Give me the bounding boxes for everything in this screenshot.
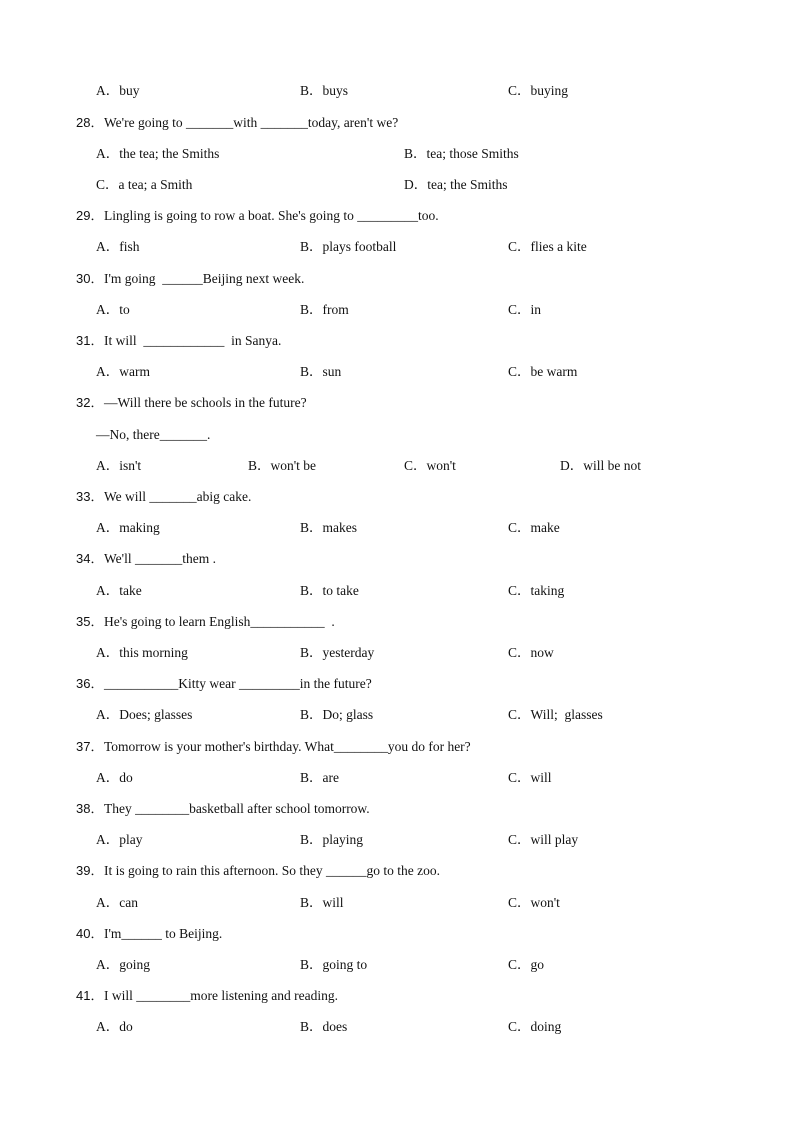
- q36-stem: ___________Kitty wear _________in the future?: [104, 676, 372, 691]
- q30-number: 30．: [76, 271, 104, 286]
- q41-option-a: A．do: [96, 1019, 133, 1034]
- q30-option-a: A．to: [96, 302, 130, 317]
- q35-option-c: C．now: [508, 645, 554, 660]
- q40-option-a: A．going: [96, 957, 150, 972]
- q35-stem: He's going to learn English___________ .: [104, 614, 335, 629]
- q29-stem: Lingling is going to row a boat. She's going to _________too.: [104, 208, 439, 223]
- q36-number: 36．: [76, 676, 104, 691]
- q33-option-b: B．makes: [300, 520, 357, 535]
- q28-stem: We're going to _______with _______today, aren't we?: [104, 115, 399, 130]
- q33-stem: We will _______abig cake.: [104, 489, 252, 504]
- q28-option-c: C．a tea; a Smith: [96, 177, 193, 192]
- q34-option-c: C．taking: [508, 583, 565, 598]
- q34-stem: We'll _______them .: [104, 551, 216, 566]
- q29-option-a: A．fish: [96, 239, 140, 254]
- q35-option-b: B．yesterday: [300, 645, 375, 660]
- q41-option-c: C．doing: [508, 1019, 562, 1034]
- q34-option-b: B．to take: [300, 583, 359, 598]
- q36-option-b: B．Do; glass: [300, 707, 374, 722]
- q38-number: 38．: [76, 801, 104, 816]
- q40-number: 40．: [76, 926, 104, 941]
- q38-stem: They ________basketball after school tomorrow.: [104, 801, 370, 816]
- q32-stem: —Will there be schools in the future?: [104, 395, 307, 410]
- q28-option-d: D．tea; the Smiths: [404, 177, 508, 192]
- q31-option-c: C．be warm: [508, 364, 578, 379]
- q37-number: 37．: [76, 739, 104, 754]
- q39-option-b: B．will: [300, 895, 344, 910]
- q28-number: 28．: [76, 115, 104, 130]
- q33-option-c: C．make: [508, 520, 560, 535]
- q40-stem: I'm______ to Beijing.: [104, 926, 223, 941]
- q34-number: 34．: [76, 551, 104, 566]
- q29-number: 29．: [76, 208, 104, 223]
- q29-option-b: B．plays football: [300, 239, 397, 254]
- q41-option-b: B．does: [300, 1019, 348, 1034]
- q32-option-d: D．will be not: [560, 458, 641, 473]
- q40-option-b: B．going to: [300, 957, 368, 972]
- q34-option-a: A．take: [96, 583, 142, 598]
- q31-number: 31．: [76, 333, 104, 348]
- q32-stem-answer: —No, there_______.: [96, 427, 211, 442]
- q36-option-a: A．Does; glasses: [96, 707, 193, 722]
- q36-option-c: C．Will; glasses: [508, 707, 603, 722]
- q37-option-a: A．do: [96, 770, 133, 785]
- q37-option-b: B．are: [300, 770, 339, 785]
- q32-option-b: B．won't be: [248, 458, 317, 473]
- q33-number: 33．: [76, 489, 104, 504]
- q32-number: 32．: [76, 395, 104, 410]
- q28-option-a: A．the tea; the Smiths: [96, 146, 220, 161]
- q39-option-a: A．can: [96, 895, 138, 910]
- q27-option-c: C．buying: [508, 83, 569, 98]
- q41-number: 41．: [76, 988, 104, 1003]
- q38-option-c: C．will play: [508, 832, 579, 847]
- q39-number: 39．: [76, 863, 104, 878]
- q33-option-a: A．making: [96, 520, 160, 535]
- q32-option-a: A．isn't: [96, 458, 142, 473]
- q27-option-a: A．buy: [96, 83, 140, 98]
- q37-option-c: C．will: [508, 770, 552, 785]
- q31-option-b: B．sun: [300, 364, 342, 379]
- q30-stem: I'm going ______Beijing next week.: [104, 271, 305, 286]
- q31-option-a: A．warm: [96, 364, 150, 379]
- q39-stem: It is going to rain this afternoon. So they ______go to the zoo.: [104, 863, 440, 878]
- q35-option-a: A．this morning: [96, 645, 188, 660]
- q29-option-c: C．flies a kite: [508, 239, 587, 254]
- q35-number: 35．: [76, 614, 104, 629]
- q39-option-c: C．won't: [508, 895, 560, 910]
- q37-stem: Tomorrow is your mother's birthday. What________you do for her?: [104, 739, 471, 754]
- q30-option-b: B．from: [300, 302, 349, 317]
- q31-stem: It will ____________ in Sanya.: [104, 333, 282, 348]
- q27-option-b: B．buys: [300, 83, 349, 98]
- q38-option-b: B．playing: [300, 832, 363, 847]
- q41-stem: I will ________more listening and reading.: [104, 988, 338, 1003]
- q30-option-c: C．in: [508, 302, 542, 317]
- q38-option-a: A．play: [96, 832, 143, 847]
- q40-option-c: C．go: [508, 957, 545, 972]
- q32-option-c: C．won't: [404, 458, 456, 473]
- q28-option-b: B．tea; those Smiths: [404, 146, 519, 161]
